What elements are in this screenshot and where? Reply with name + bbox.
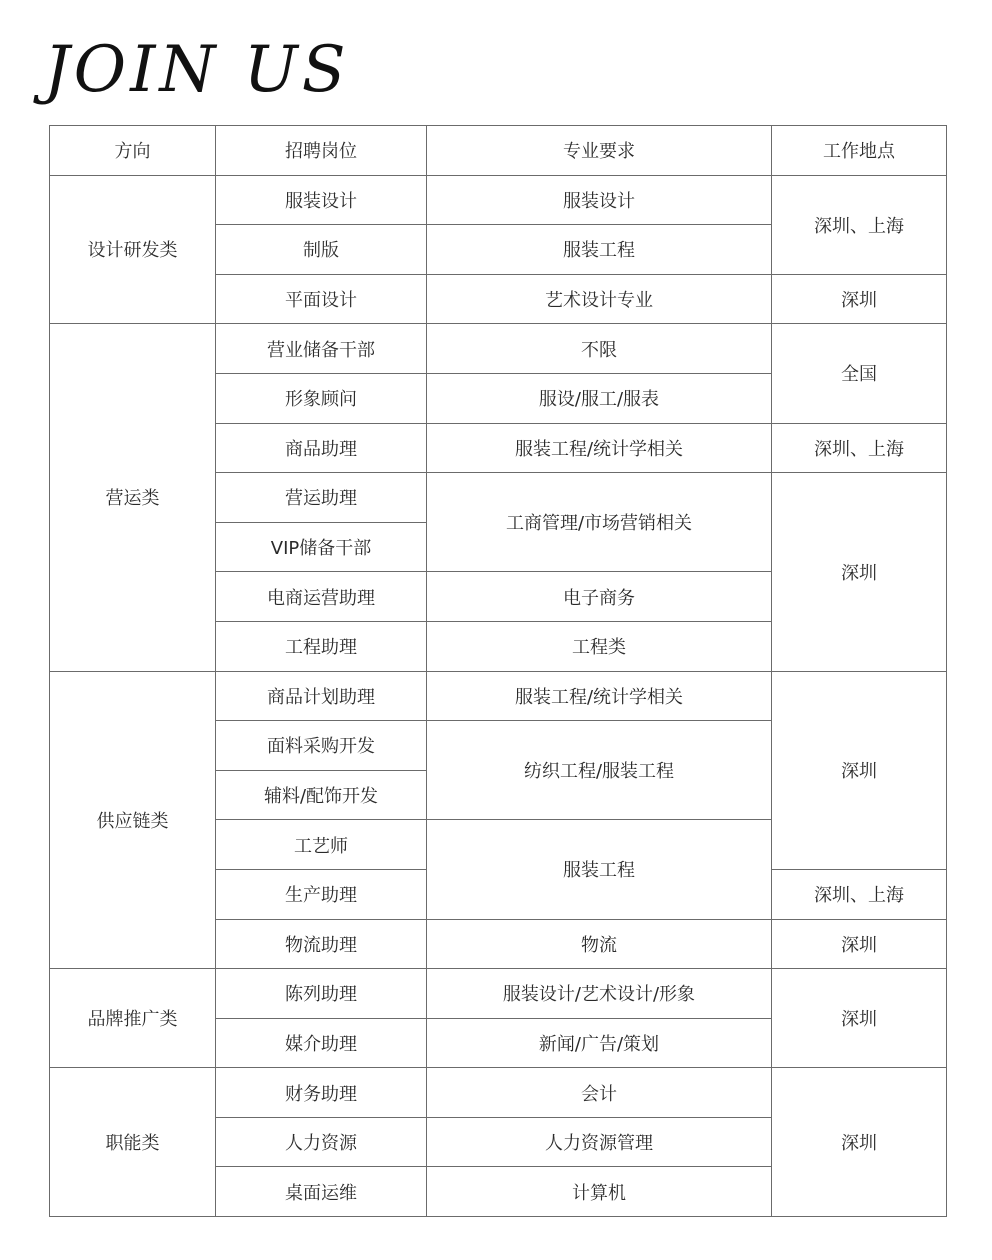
location-cell: 深圳、上海 [772,175,947,274]
major-cell: 物流 [427,919,772,969]
group-cell: 设计研发类 [50,175,216,324]
table-row [50,1068,947,1118]
position-cell: 人力资源 [216,1117,427,1167]
position-cell: 辅料/配饰开发 [216,770,427,820]
position-cell: 物流助理 [216,919,427,969]
location-cell: 深圳、上海 [772,869,947,919]
position-cell: VIP储备干部 [216,522,427,572]
location-cell: 深圳 [772,671,947,869]
major-cell: 电子商务 [427,572,772,622]
location-cell: 深圳 [772,969,947,1068]
position-cell: 工程助理 [216,621,427,671]
position-cell: 桌面运维 [216,1167,427,1217]
page-title: JOIN US [44,33,350,107]
header-position: 招聘岗位 [216,126,427,176]
table-row [50,324,947,374]
major-cell: 服装设计/艺术设计/形象 [427,969,772,1019]
location-cell: 全国 [772,324,947,423]
major-cell: 会计 [427,1068,772,1118]
position-cell: 营业储备干部 [216,324,427,374]
location-cell: 深圳、上海 [772,423,947,473]
location-cell: 深圳 [772,1068,947,1217]
header-direction: 方向 [50,126,216,176]
position-cell: 平面设计 [216,274,427,324]
header-major: 专业要求 [427,126,772,176]
major-cell: 纺织工程/服装工程 [427,721,772,820]
major-cell: 人力资源管理 [427,1117,772,1167]
major-cell: 计算机 [427,1167,772,1217]
position-cell: 商品计划助理 [216,671,427,721]
position-cell: 财务助理 [216,1068,427,1118]
major-cell: 服装工程/统计学相关 [427,671,772,721]
location-cell: 深圳 [772,274,947,324]
position-cell: 面料采购开发 [216,721,427,771]
major-cell: 服设/服工/服表 [427,373,772,423]
position-cell: 陈列助理 [216,969,427,1019]
major-cell: 服装工程 [427,820,772,919]
position-cell: 电商运营助理 [216,572,427,622]
major-cell: 工商管理/市场营销相关 [427,473,772,572]
position-cell: 工艺师 [216,820,427,870]
group-cell: 供应链类 [50,671,216,969]
position-cell: 商品助理 [216,423,427,473]
recruitment-table [49,125,947,1217]
table-row [50,671,947,721]
major-cell: 服装工程 [427,225,772,275]
location-cell: 深圳 [772,919,947,969]
position-cell: 形象顾问 [216,373,427,423]
header-location: 工作地点 [772,126,947,176]
header-row [50,126,947,176]
position-cell: 服装设计 [216,175,427,225]
position-cell: 营运助理 [216,473,427,523]
table-row [50,969,947,1019]
group-cell: 营运类 [50,324,216,671]
table-row [50,175,947,225]
location-cell: 深圳 [772,473,947,671]
major-cell: 服装工程/统计学相关 [427,423,772,473]
major-cell: 服装设计 [427,175,772,225]
group-cell: 职能类 [50,1068,216,1217]
major-cell: 工程类 [427,621,772,671]
major-cell: 不限 [427,324,772,374]
major-cell: 新闻/广告/策划 [427,1018,772,1068]
position-cell: 生产助理 [216,869,427,919]
position-cell: 媒介助理 [216,1018,427,1068]
position-cell: 制版 [216,225,427,275]
major-cell: 艺术设计专业 [427,274,772,324]
group-cell: 品牌推广类 [50,969,216,1068]
